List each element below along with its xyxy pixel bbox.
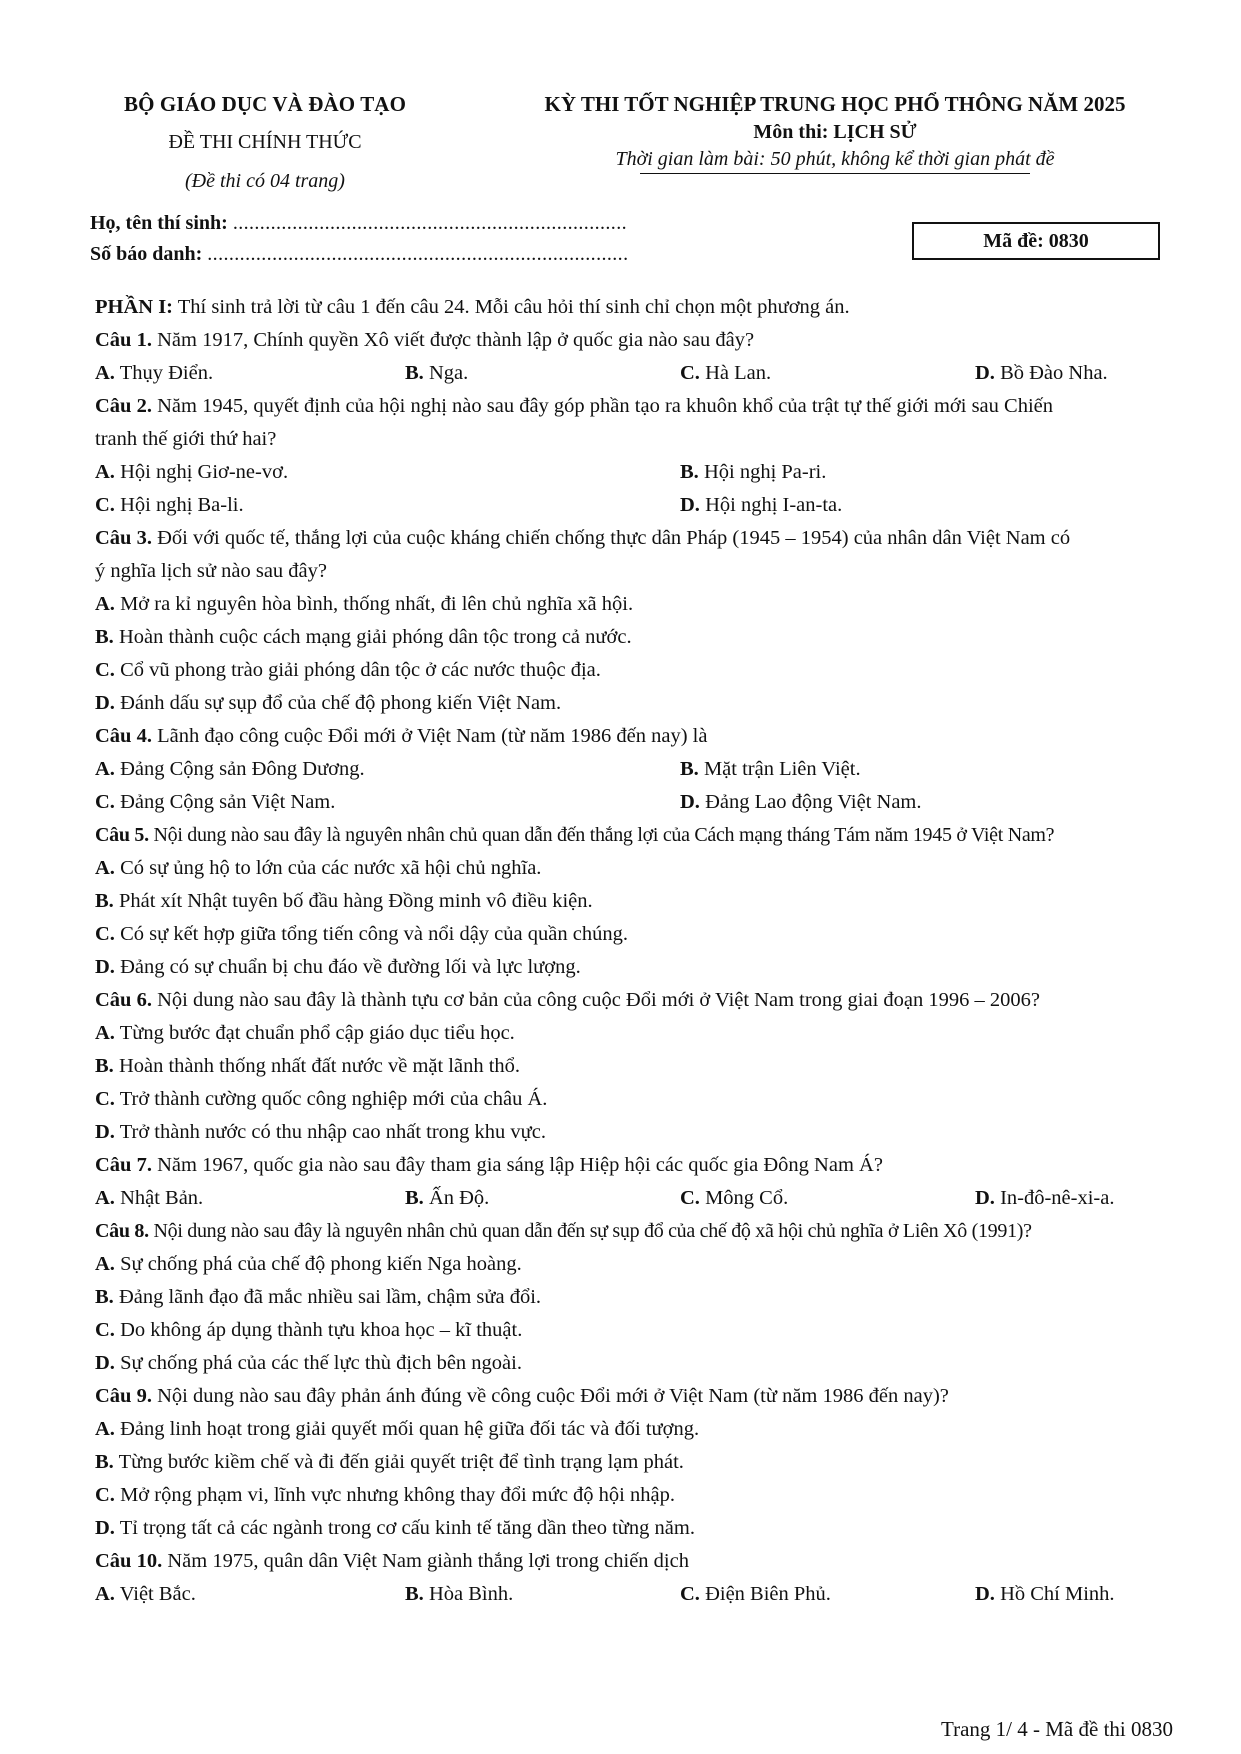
q9-option-a[interactable]: A. Đảng linh hoạt trong giải quyết mối quan hệ giữa đối tác và đối tượng. — [95, 1418, 700, 1440]
question-text: Năm 1975, quân dân Việt Nam giành thắng lợi trong chiến dịch — [162, 1550, 689, 1572]
q4-option-b[interactable]: B. Mặt trận Liên Việt. — [680, 758, 861, 780]
question-10-stem — [95, 1548, 689, 1574]
question-text: Năm 1967, quốc gia nào sau đây tham gia sáng lập Hiệp hội các quốc gia Đông Nam Á? — [151, 1154, 883, 1176]
q5-option-d[interactable]: D. Đảng có sự chuẩn bị chu đáo về đường lối và lực lượng. — [95, 956, 581, 978]
pages-note: (Đề thi có 04 trang) — [185, 170, 345, 192]
page-footer: Trang 1/ 4 - Mã đề thi 0830 — [941, 1717, 1173, 1741]
time-note: Thời gian làm bài: 50 phút, không kể thời gian phát đề — [615, 148, 1055, 170]
q3-option-c[interactable]: C. Cổ vũ phong trào giải phóng dân tộc ở các nước thuộc địa. — [95, 659, 601, 681]
candidate-id-label: Số báo danh: — [90, 243, 203, 265]
question-1-stem — [95, 327, 754, 353]
header-left — [95, 92, 435, 193]
question-number: Câu 1. — [95, 329, 152, 351]
q5-option-c[interactable]: C. Có sự kết hợp giữa tổng tiến công và nổi dậy của quần chúng. — [95, 923, 628, 945]
question-text: Nội dung nào sau đây là nguyên nhân chủ quan dẫn đến sự sụp đổ của chế độ xã hội chủ nghĩa ở Liên Xô (1991)? — [148, 1220, 1032, 1242]
q3-option-d[interactable]: D. Đánh dấu sự sụp đổ của chế độ phong kiến Việt Nam. — [95, 692, 562, 714]
exam-title: KỲ THI TỐT NGHIỆP TRUNG HỌC PHỔ THÔNG NĂM 2025 — [544, 92, 1126, 116]
q9-option-d[interactable]: D. Tỉ trọng tất cả các ngành trong cơ cấu kinh tế tăng dần theo từng năm. — [95, 1517, 695, 1539]
question-number: Câu 7. — [95, 1154, 152, 1176]
question-text: Nội dung nào sau đây là nguyên nhân chủ quan dẫn đến thắng lợi của Cách mạng tháng Tám năm 1945 ở Việt Nam? — [148, 824, 1055, 846]
header-right — [510, 92, 1160, 174]
q1-option-b[interactable]: B. Nga. — [405, 362, 469, 384]
q5-option-b[interactable]: B. Phát xít Nhật tuyên bố đầu hàng Đồng minh vô điều kiện. — [95, 890, 593, 912]
q10-option-c[interactable]: C. Điện Biên Phủ. — [680, 1583, 831, 1605]
q2-option-c[interactable]: C. Hội nghị Ba-li. — [95, 494, 244, 516]
q5-option-a[interactable]: A. Có sự ủng hộ to lớn của các nước xã hội chủ nghĩa. — [95, 857, 542, 879]
question-text: Lãnh đạo công cuộc Đổi mới ở Việt Nam (từ năm 1986 đến nay) là — [151, 725, 708, 747]
q1-option-c[interactable]: C. Hà Lan. — [680, 362, 772, 384]
candidate-id-field[interactable]: .............................................................................. — [207, 243, 629, 265]
q8-option-a[interactable]: A. Sự chống phá của chế độ phong kiến Nga hoàng. — [95, 1253, 522, 1275]
q8-option-d[interactable]: D. Sự chống phá của các thế lực thù địch bên ngoài. — [95, 1352, 522, 1374]
question-3-stem-cont: ý nghĩa lịch sử nào sau đây? — [95, 560, 327, 582]
q8-option-b[interactable]: B. Đảng lãnh đạo đã mắc nhiều sai lầm, chậm sửa đổi. — [95, 1286, 542, 1308]
subject-title: Môn thi: LỊCH SỬ — [753, 121, 917, 143]
question-text: Nội dung nào sau đây là thành tựu cơ bản của công cuộc Đổi mới ở Việt Nam trong giai đoạn 1996 – 2006? — [151, 989, 1040, 1011]
q6-option-d[interactable]: D. Trở thành nước có thu nhập cao nhất trong khu vực. — [95, 1121, 546, 1143]
question-8-stem — [95, 1218, 1032, 1244]
question-2-stem-cont: tranh thế giới thứ hai? — [95, 428, 277, 450]
q1-option-d[interactable]: D. Bồ Đào Nha. — [975, 362, 1108, 384]
candidate-id-line — [90, 243, 628, 266]
question-number: Câu 6. — [95, 989, 152, 1011]
question-6-stem — [95, 987, 1040, 1013]
q9-option-b[interactable]: B. Từng bước kiềm chế và đi đến giải quyết triệt để tình trạng lạm phát. — [95, 1451, 684, 1473]
question-number: Câu 8. — [95, 1220, 149, 1242]
q7-option-c[interactable]: C. Mông Cổ. — [680, 1187, 789, 1209]
q10-option-d[interactable]: D. Hồ Chí Minh. — [975, 1583, 1115, 1605]
q4-option-c[interactable]: C. Đảng Cộng sản Việt Nam. — [95, 791, 336, 813]
question-text: Nội dung nào sau đây phản ánh đúng về công cuộc Đổi mới ở Việt Nam (từ năm 1986 đến nay)? — [151, 1385, 949, 1407]
question-number: Câu 9. — [95, 1385, 152, 1407]
exam-code-box: Mã đề: 0830 — [912, 222, 1160, 260]
question-number: Câu 5. — [95, 824, 149, 846]
q7-option-b[interactable]: B. Ấn Độ. — [405, 1187, 490, 1209]
ministry-name: BỘ GIÁO DỤC VÀ ĐÀO TẠO — [123, 92, 407, 116]
q10-option-b[interactable]: B. Hòa Bình. — [405, 1583, 514, 1605]
part-heading — [95, 294, 850, 320]
q6-option-a[interactable]: A. Từng bước đạt chuẩn phổ cập giáo dục tiểu học. — [95, 1022, 515, 1044]
q4-option-a[interactable]: A. Đảng Cộng sản Đông Dương. — [95, 758, 365, 780]
question-number: Câu 10. — [95, 1550, 163, 1572]
question-text: Năm 1917, Chính quyền Xô viết được thành lập ở quốc gia nào sau đây? — [151, 329, 755, 351]
q6-option-b[interactable]: B. Hoàn thành thống nhất đất nước về mặt lãnh thổ. — [95, 1055, 521, 1077]
q3-option-b[interactable]: B. Hoàn thành cuộc cách mạng giải phóng dân tộc trong cả nước. — [95, 626, 632, 648]
q2-option-a[interactable]: A. Hội nghị Giơ-ne-vơ. — [95, 461, 289, 483]
question-2-stem — [95, 393, 1053, 419]
q4-option-d[interactable]: D. Đảng Lao động Việt Nam. — [680, 791, 922, 813]
q1-option-a[interactable]: A. Thụy Điển. — [95, 362, 214, 384]
q7-option-a[interactable]: A. Nhật Bản. — [95, 1187, 204, 1209]
question-number: Câu 3. — [95, 527, 152, 549]
question-text: Năm 1945, quyết định của hội nghị nào sau đây góp phần tạo ra khuôn khổ của trật tự thế giới mới sau Chiến — [151, 395, 1053, 417]
part-instructions: Thí sinh trả lời từ câu 1 đến câu 24. Mỗi câu hỏi thí sinh chỉ chọn một phương án. — [173, 296, 850, 318]
q9-option-c[interactable]: C. Mở rộng phạm vi, lĩnh vực nhưng không thay đổi mức độ hội nhập. — [95, 1484, 675, 1506]
q2-option-b[interactable]: B. Hội nghị Pa-ri. — [680, 461, 827, 483]
question-number: Câu 2. — [95, 395, 152, 417]
question-3-stem — [95, 525, 1070, 551]
question-5-stem — [95, 822, 1054, 848]
question-number: Câu 4. — [95, 725, 152, 747]
question-4-stem — [95, 723, 707, 749]
question-7-stem — [95, 1152, 883, 1178]
candidate-name-label: Họ, tên thí sinh: — [90, 212, 228, 234]
official-label: ĐỀ THI CHÍNH THỨC — [168, 131, 362, 153]
q7-option-d[interactable]: D. In-đô-nê-xi-a. — [975, 1187, 1115, 1209]
q8-option-c[interactable]: C. Do không áp dụng thành tựu khoa học – kĩ thuật. — [95, 1319, 523, 1341]
q6-option-c[interactable]: C. Trở thành cường quốc công nghiệp mới của châu Á. — [95, 1088, 548, 1110]
q3-option-a[interactable]: A. Mở ra kỉ nguyên hòa bình, thống nhất, đi lên chủ nghĩa xã hội. — [95, 593, 634, 615]
divider — [640, 173, 1030, 174]
candidate-name-field[interactable]: ......................................................................... — [232, 212, 628, 234]
question-text: Đối với quốc tế, thắng lợi của cuộc kháng chiến chống thực dân Pháp (1945 – 1954) của nhân dân Việt Nam có — [151, 527, 1071, 549]
candidate-name-line — [90, 212, 627, 235]
part-label: PHẦN I: — [95, 296, 174, 318]
q2-option-d[interactable]: D. Hội nghị I-an-ta. — [680, 494, 843, 516]
question-9-stem — [95, 1383, 949, 1409]
q10-option-a[interactable]: A. Việt Bắc. — [95, 1583, 196, 1605]
